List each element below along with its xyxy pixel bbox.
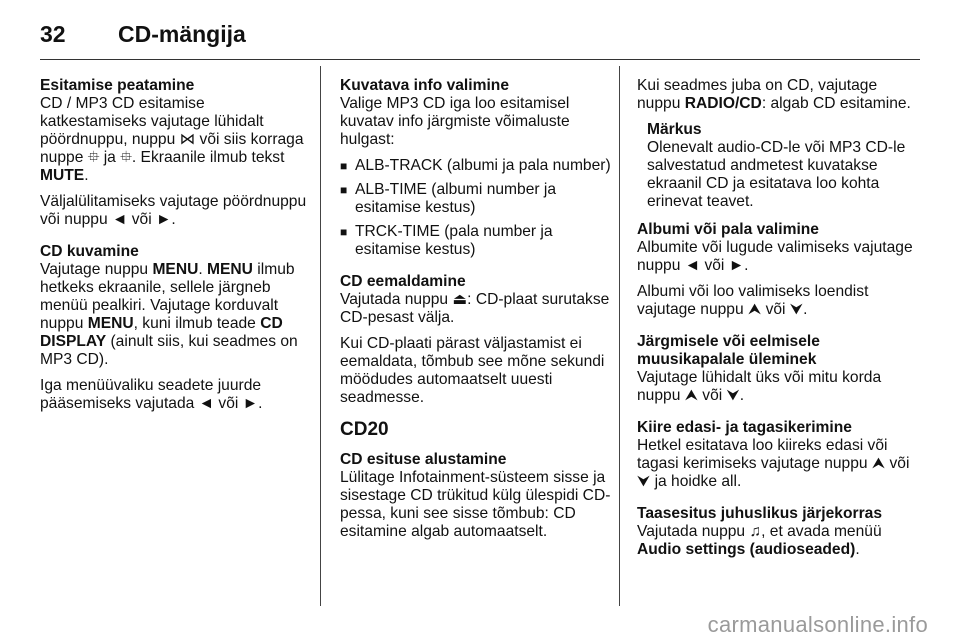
- list-item: ■ ALB-TRACK (albumi ja pala number): [340, 157, 612, 175]
- section-heading: Albumi või pala valimine: [637, 221, 819, 238]
- text: Kui seadmes juba on CD, vajutage nuppu: [637, 77, 878, 112]
- page-title: CD-mängija: [118, 20, 246, 47]
- column-divider-1: [320, 66, 321, 606]
- note-box: [637, 121, 922, 211]
- text: , kuni ilmub teade: [133, 315, 261, 332]
- text: (ainult siis, kui seadmes on MP3 CD).: [40, 333, 298, 368]
- paragraph: [637, 77, 922, 113]
- watermark: carmanualsonline.info: [707, 612, 928, 637]
- bold-term: MENU: [207, 261, 253, 278]
- text: .: [198, 261, 208, 278]
- paragraph: [40, 261, 312, 369]
- text: CD / MP3 CD esitamise katkestamiseks vajutage lühidalt pöördnuppu, nuppu ⋈ või siis korraga nuppe ⯐ ja ⯐. Ekraanile ilmub tekst: [40, 95, 304, 166]
- section-heading: CD kuvamine: [40, 243, 139, 260]
- section-heading: CD eemaldamine: [340, 273, 466, 290]
- bold-term: MENU: [152, 261, 199, 278]
- section-heading: Kuvatava info valimine: [340, 77, 509, 94]
- text: ilmub hetkeks ekraanile, sellele järgneb menüü pealkiri. Vajutage korduvalt nuppu: [40, 261, 295, 332]
- section-pause: [40, 77, 312, 229]
- bold-term: CD DISPLAY: [40, 315, 283, 350]
- section-heading: CD esituse alustamine: [340, 451, 507, 468]
- text: Vajutage nuppu: [40, 261, 153, 278]
- section-cd-display: [40, 243, 312, 413]
- paragraph: Lülitage Infotainment-süsteem sisse ja sisestage CD trükitud külg ülespidi CD-pessa, kuni see sisse tõmbub: CD esitamine algab automaatselt.: [340, 469, 611, 540]
- section-eject: [340, 273, 612, 407]
- section-random: [637, 505, 922, 559]
- column-divider-2: [619, 66, 620, 606]
- section-heading: Taasesitus juhuslikus järjekorras: [637, 505, 882, 522]
- note-heading: Märkus: [647, 121, 702, 138]
- list-item: ■ TRCK-TIME (pala number ja esitamise kestus): [340, 223, 612, 259]
- list-item: ■ ALB-TIME (albumi number ja esitamise kestus): [340, 181, 612, 217]
- section-album-select: [637, 221, 922, 319]
- paragraph: [637, 523, 922, 559]
- text: : algab CD esitamine.: [761, 95, 911, 112]
- note-text: Olenevalt audio-CD-le või MP3 CD-le salvestatud andmetest kuvatakse ekraanil CD ja esitatava loo kohta erinevat teavet.: [647, 139, 906, 210]
- paragraph: Vajutage lühidalt üks või mitu korda nuppu ⮝ või ⮟.: [637, 369, 882, 404]
- section-heading: muusikapalale üleminek: [637, 351, 817, 368]
- column-3: [637, 77, 922, 573]
- text: Vajutada nuppu ♫, et avada menüü: [637, 523, 882, 540]
- header-divider: [40, 59, 920, 60]
- text: .: [855, 541, 860, 558]
- column-2: [340, 77, 612, 555]
- paragraph: Hetkel esitatava loo kiireks edasi või tagasi kerimiseks vajutage nuppu ⮝ või ⮟ ja hoidke all.: [637, 437, 910, 490]
- paragraph: Kui CD-plaati pärast väljastamist ei eemaldata, tõmbub see mõne sekundi möödudes automaatselt uuesti seadmesse.: [340, 335, 605, 406]
- column-1: [40, 77, 312, 427]
- section-heading: Esitamise peatamine: [40, 77, 195, 94]
- bold-term: RADIO/CD: [684, 95, 762, 112]
- bold-term: Audio settings (audioseaded): [637, 541, 856, 558]
- section-next-prev: [637, 333, 922, 405]
- paragraph: Albumi või loo valimiseks loendist vajutage nuppu ⮝ või ⮟.: [637, 283, 869, 318]
- bold-term: MUTE: [40, 167, 85, 184]
- bold-term: MENU: [87, 315, 134, 332]
- section-display-info: [340, 77, 612, 259]
- text: .: [84, 167, 89, 184]
- chapter-title: CD20: [340, 419, 389, 440]
- paragraph: Albumite või lugude valimiseks vajutage nuppu ◄ või ►.: [637, 239, 913, 274]
- paragraph: Valige MP3 CD iga loo esitamisel kuvatav info järgmiste võimaluste hulgast:: [340, 95, 570, 148]
- section-heading: Järgmisele või eelmisele: [637, 333, 820, 350]
- paragraph: [40, 95, 312, 185]
- section-fast-wind: [637, 419, 922, 491]
- page-header: [40, 14, 246, 54]
- section-start-playback: [340, 451, 612, 541]
- paragraph: Iga menüüvaliku seadete juurde pääsemiseks vajutada ◄ või ►.: [40, 377, 263, 412]
- paragraph: Vajutada nuppu ⏏: CD-plaat surutakse CD-pesast välja.: [340, 291, 610, 326]
- section-heading: Kiire edasi- ja tagasikerimine: [637, 419, 852, 436]
- page-number: 32: [40, 20, 66, 47]
- option-list: [340, 157, 612, 259]
- paragraph: Väljalülitamiseks vajutage pöördnuppu või nuppu ◄ või ►.: [40, 193, 307, 228]
